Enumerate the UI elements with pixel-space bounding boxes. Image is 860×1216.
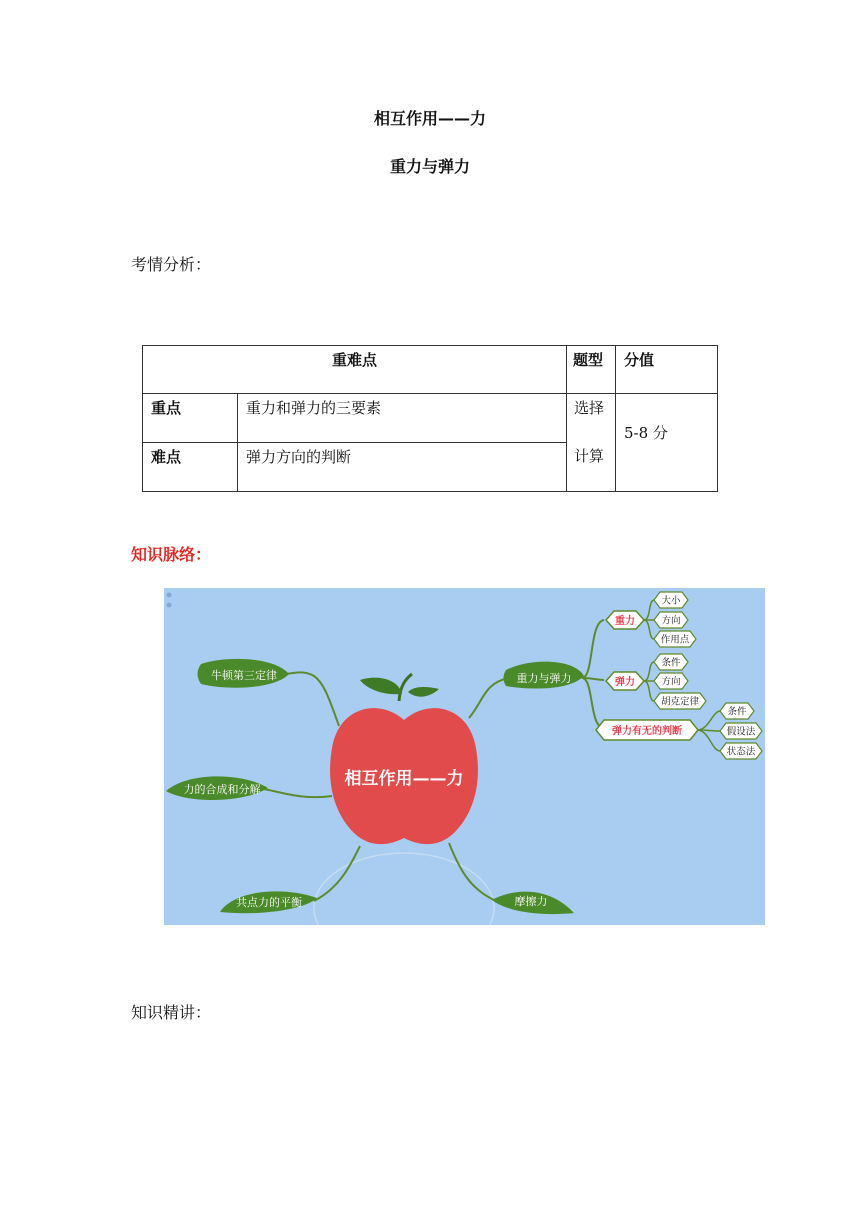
table-row: [143, 394, 718, 443]
page-subtitle: 重力与弹力: [389, 157, 470, 176]
leaf-condition2-label: 条件: [727, 706, 747, 718]
subnode-elastic: [606, 672, 644, 690]
leaf-condition1-label: 条件: [661, 657, 681, 669]
leaf-direction1: [654, 612, 688, 628]
leaf-direction2-label: 方向: [661, 676, 681, 688]
header-score: 分值: [616, 346, 718, 394]
row-content-key: 重力和弹力的三要素: [238, 394, 567, 443]
section-exam-analysis: 考情分析：: [131, 255, 212, 274]
row-label-difficult: 难点: [143, 443, 238, 492]
dot-icon: [167, 603, 172, 608]
section-knowledge-network: 知识脉络：: [131, 545, 212, 564]
score-cell: 5-8 分: [616, 394, 718, 492]
leaf-condition1: [654, 654, 688, 670]
apple-center-label: 相互作用——力: [344, 769, 464, 789]
type-calc: 计算: [574, 447, 605, 465]
mind-map-canvas: [164, 588, 765, 925]
header-question-type: 题型: [567, 346, 616, 394]
subnode-elastic-label: 弹力: [615, 677, 635, 688]
subnode-gravity-label: 重力: [615, 616, 635, 627]
section-knowledge-explained: 知识精讲：: [131, 1003, 212, 1022]
leaf-condition2: [720, 703, 754, 719]
leaf-hypothesis: [720, 723, 762, 739]
subnode-judgment: [596, 720, 698, 740]
leaf-hooke-label: 胡克定律: [660, 696, 700, 708]
branch-label-newton3: 牛顿第三定律: [211, 669, 277, 682]
leaf-size: [654, 592, 688, 608]
row-content-difficult: 弹力方向的判断: [238, 443, 567, 492]
leaf-state-label: 状态法: [726, 746, 756, 758]
leaf-point-label: 作用点: [660, 634, 690, 646]
subnode-gravity: [606, 611, 644, 629]
subnode-judgment-label: 弹力有无的判断: [612, 726, 682, 737]
branch-label-composition: 力的合成和分解: [183, 783, 261, 796]
branch-label-equilibrium: 共点力的平衡: [236, 896, 302, 909]
header-key-points: 重难点: [143, 346, 567, 394]
leaf-size-label: 大小: [661, 595, 681, 607]
question-type-cell: [567, 394, 616, 492]
leaf-hypothesis-label: 假设法: [726, 726, 756, 738]
leaf-point: [654, 631, 696, 647]
table-header-row: [143, 346, 718, 394]
leaf-direction2: [654, 673, 688, 689]
branch-label-friction: 摩擦力: [514, 895, 548, 908]
leaf-state: [720, 743, 762, 759]
key-points-table: [142, 345, 718, 492]
mind-map: [164, 588, 765, 925]
type-choice: 选择: [574, 399, 605, 417]
leaf-direction1-label: 方向: [661, 615, 681, 627]
dot-icon: [167, 593, 172, 598]
page-title: 相互作用——力: [373, 109, 486, 128]
row-label-key: 重点: [143, 394, 238, 443]
branch-label-gravity-elastic: 重力与弹力: [516, 672, 572, 685]
leaf-hooke: [654, 693, 706, 709]
